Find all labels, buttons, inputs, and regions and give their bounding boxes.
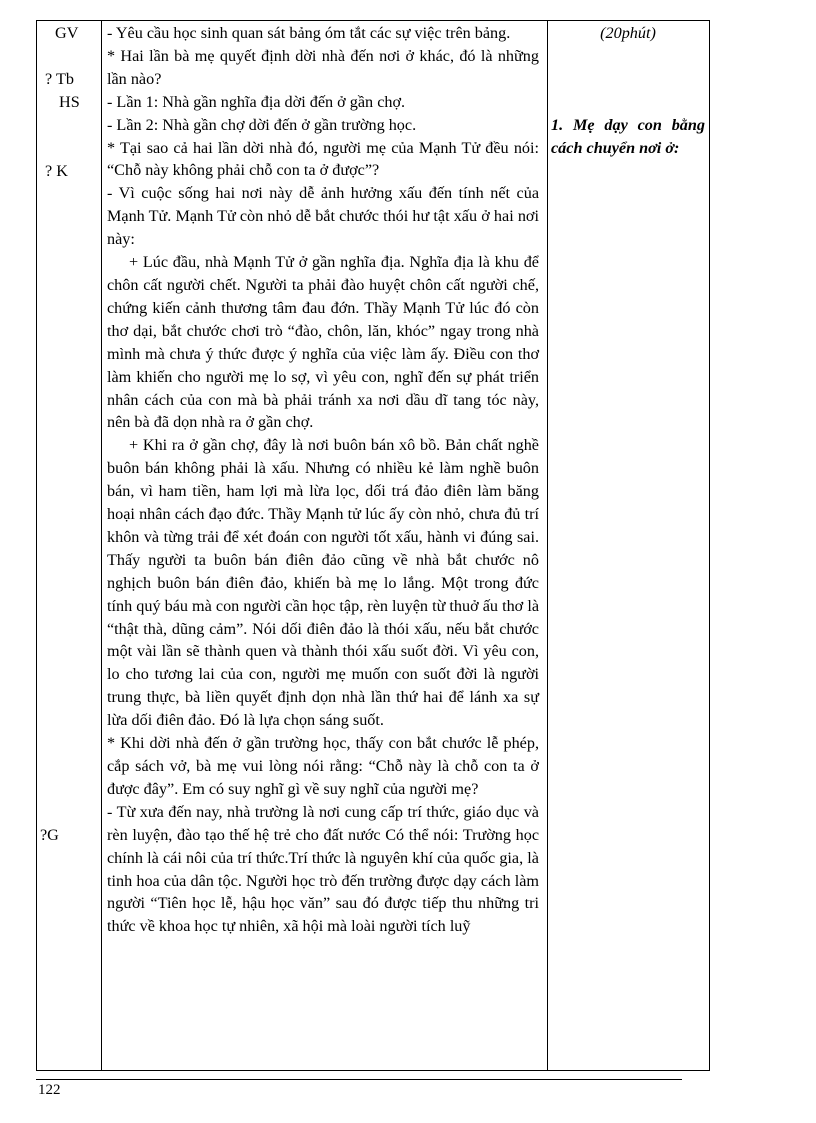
paragraph-2: * Hai lần bà mẹ quyết định dời nhà đến nơi ở khác, đó là những lần nào? [107, 46, 539, 88]
tag-hs: HS [59, 93, 80, 111]
paragraph-6: - Vì cuộc sống hai nơi này dễ ảnh hưởng xấu đến tính nết của Mạnh Tử. Mạnh Tử còn nhỏ dễ bắt chước thói hư tật xấu ở hai nơi này: [107, 184, 539, 249]
tag-k: ? K [45, 162, 68, 180]
paragraph-10: - Từ xưa đến nay, nhà trường là nơi cung cấp trí thức, giáo dục và rèn luyện, đào tạo thế hệ trẻ cho đất nước Có thể nói: Trường học chính là cái nôi của trí thức.Trí thức là nguyên khí của quốc gia, là tinh hoa của dân tộc. Người học trò đến trường được dạy cách làm người “Tiên học lễ, hậu học văn” sau đó được tiếp thu những tri thức về khoa học tự nhiên, xã hội mà loài người tích luỹ [107, 802, 539, 936]
paragraph-7: + Lúc đầu, nhà Mạnh Tử ở gần nghĩa địa. Nghĩa địa là khu để chôn cất người chết. Người ta phải đào huyệt chôn cất người chế, chứng kiến cảnh thương tâm đau đớn. Thầy Mạnh Tử lúc đó còn thơ dại, bắt chước chơi trò “đào, chôn, lăn, khóc” ngay trong nhà mình mà chưa ý thức được ý nghĩa của việc làm ấy. Điều con thơ làm khiến cho người mẹ lo sợ, vì yêu con, nghĩ đến sự phát triển nhân cách của con mà bà phải tránh xa nơi dầu dĩ tang tóc này, nên bà đã dọn nhà ra ở gần chợ. [107, 253, 539, 432]
paragraph-4: - Lần 2: Nhà gần chợ dời đến ở gần trường học. [107, 115, 417, 134]
column-divider-2 [547, 21, 548, 1070]
tag-g: ?G [40, 826, 59, 844]
page-number: 122 [38, 1082, 61, 1098]
paragraph-8: + Khi ra ở gần chợ, đây là nơi buôn bán xô bồ. Bản chất nghề buôn bán không phải là xấu. Nhưng có nhiều kẻ làm nghề buôn bán, vì ham tiền, ham lợi mà lừa lọc, dối trá đảo điên làm băng hoại nhân cách đạo đức. Thầy Mạnh tử lúc ấy còn nhỏ, chưa đủ trí khôn và từng trải để xét đoán con người tốt xấu, hành vi đúng sai. Thấy người ta buôn bán điên đảo cũng về nhà bắt chước nô nghịch buôn bán điên đảo, khiến bà mẹ lo lắng. Một trong đức tính quý báu mà con người cần học tập, rèn luyện từ thuở ấu thơ là “thật thà, dũng cảm”. Nói dối điên đảo là thói xấu, nếu bắt chước một vài lần sẽ thành quen và thành thói xấu suốt đời. Vì yêu con, lo cho tương lai của con, người mẹ muốn con suốt đời là người trung thực, bà liền quyết định dọn nhà lần thứ hai để lánh xa sự lừa dối điên đảo. Đó là lựa chọn sáng suốt. [107, 436, 539, 730]
paragraph-3: - Lần 1: Nhà gần nghĩa địa dời đến ở gần chợ. [107, 92, 406, 111]
tag-gv: GV [55, 24, 79, 42]
column-divider-1 [101, 21, 102, 1070]
paragraph-5: * Tại sao cả hai lần dời nhà đó, người mẹ của Mạnh Tử đều nói: “Chỗ này không phải chỗ con ta ở được”? [107, 138, 539, 180]
lesson-table [36, 20, 710, 1071]
paragraph-9: * Khi dời nhà đến ở gần trường học, thấy con bắt chước lễ phép, cắp sách vở, bà mẹ vui lòng nói rằng: “Chỗ này là chỗ con ta ở được đây”. Em có suy nghĩ gì về suy nghĩ của người mẹ? [107, 734, 539, 798]
content-column [107, 22, 539, 938]
paragraph-1: - Yêu cầu học sinh quan sát bảng óm tắt các sự việc trên bảng. [107, 24, 511, 42]
time-label: (20phút) [600, 24, 656, 42]
section-heading: 1. Mẹ dạy con bằng cách chuyển nơi ở: [551, 116, 705, 157]
footer-rule [36, 1079, 682, 1080]
tag-tb: ? Tb [45, 70, 74, 88]
notes-column [551, 22, 705, 157]
